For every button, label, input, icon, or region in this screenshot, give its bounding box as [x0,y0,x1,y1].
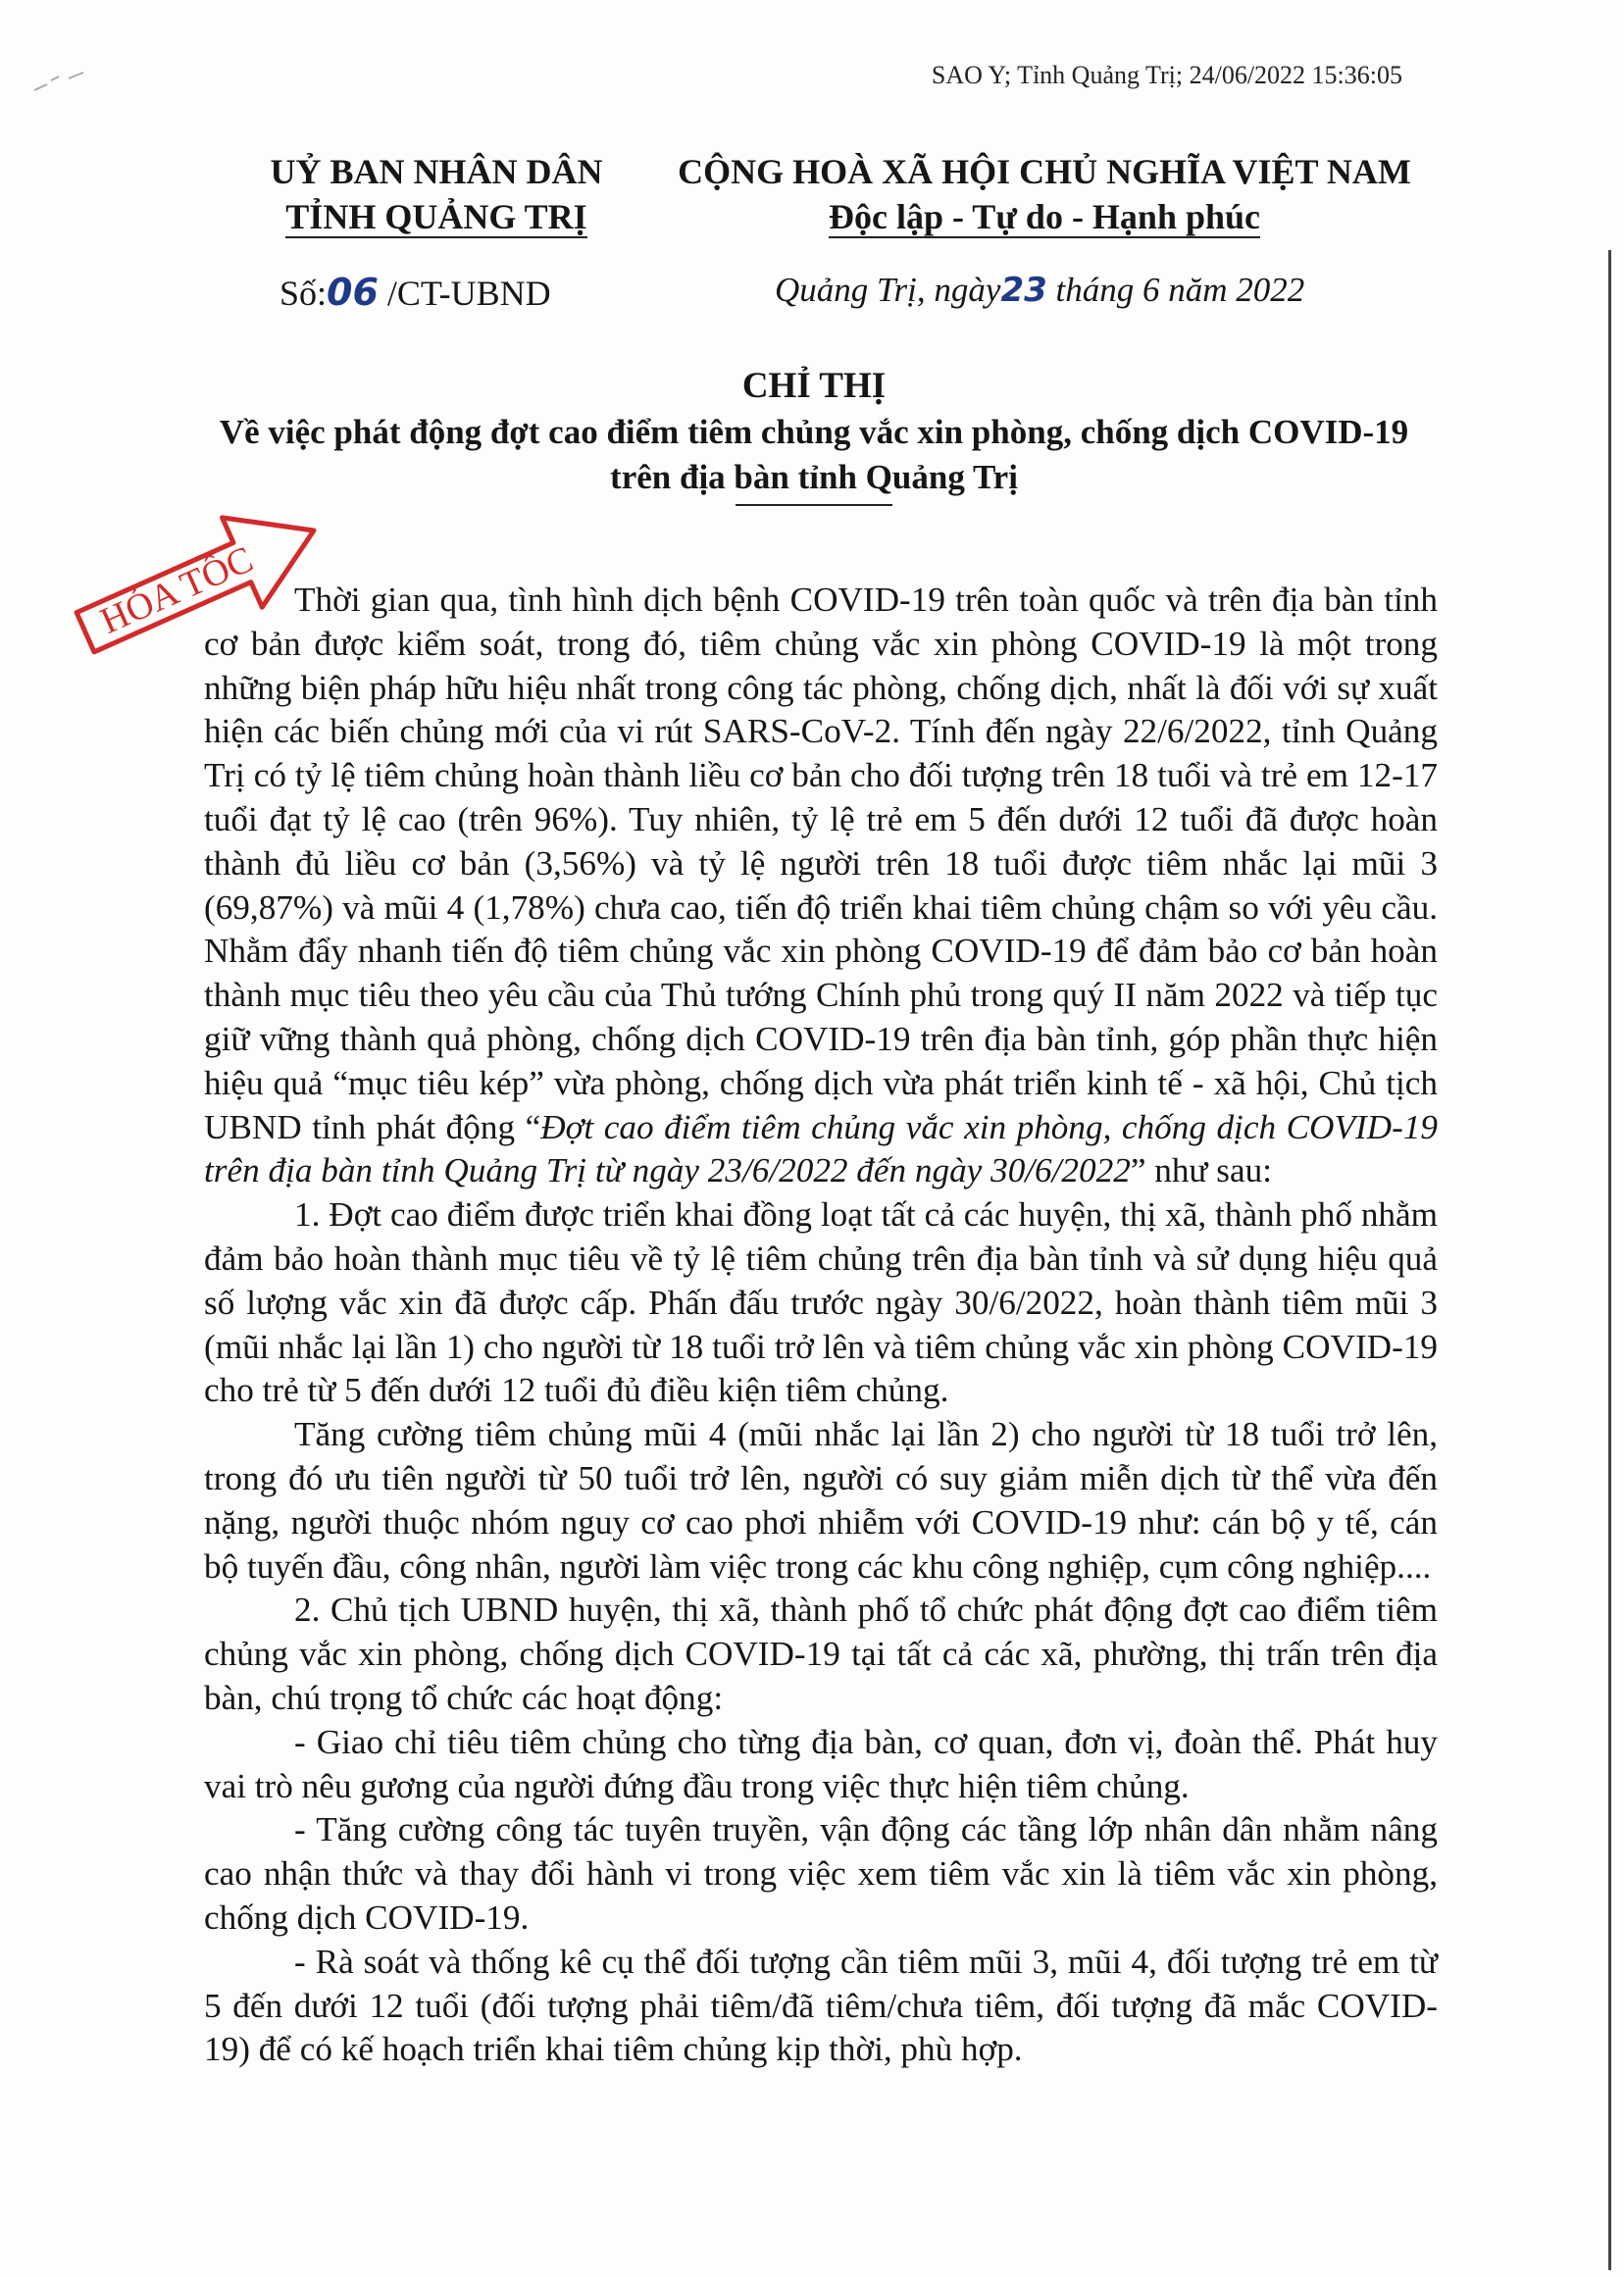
paragraph-intro [204,579,1438,1193]
document-number [279,271,551,314]
bullet-review: - Rà soát và thống kê cụ thể đối tượng cần tiêm mũi 3, mũi 4, đối tượng trẻ em từ 5 đến dưới 12 tuổi (đối tượng phải tiêm/đã tiêm/chưa tiêm, đối tượng đã mắc COVID-19) để có kế hoạch triển khai tiêm chủng kịp thời, phù hợp. [204,1942,1438,2069]
national-title: CỘNG HOÀ XÃ HỘI CHỦ NGHĨA VIỆT NAM [678,152,1411,191]
issue-date-prefix: Quảng Trị, ngày [775,271,1001,309]
document-subject-line-2: trên địa bàn tỉnh Quảng Trị [610,458,1018,496]
issuer-line-2: TỈNH QUẢNG TRỊ [285,197,587,236]
title-divider [736,504,892,506]
paragraph-item-2: 2. Chủ tịch UBND huyện, thị xã, thành phố tổ chức phát động đợt cao điểm tiêm chủng vắc xin phòng, chống dịch COVID-19 tại tất cả các xã, phường, thị trấn trên địa bàn, chú trọng tổ chức các hoạt động: [204,1591,1438,1717]
document-number-prefix: Số: [279,274,328,313]
paragraph-intro-text: Thời gian qua, tình hình dịch bệnh COVID-19 trên toàn quốc và trên địa bàn tỉnh cơ bản được kiểm soát, trong đó, tiêm chủng vắc xin phòng COVID-19 là một trong những biện pháp hữu hiệu nhất trong công tác phòng, chống dịch, nhất là đối với sự xuất hiện các biến chủng mới của vi rút SARS-CoV-2. Tính đến ngày 22/6/2022, tỉnh Quảng Trị có tỷ lệ tiêm chủng hoàn thành liều cơ bản cho đối tượng trên 18 tuổi và trẻ em 12-17 tuổi đạt tỷ lệ cao (trên 96%). Tuy nhiên, tỷ lệ trẻ em 5 đến dưới 12 tuổi đã được hoàn thành đủ liều cơ bản (3,56%) và tỷ lệ người trên 18 tuổi được tiêm nhắc lại mũi 3 (69,87%) và mũi 4 (1,78%) chưa cao, tiến độ triển khai tiêm chủng chậm so với yêu cầu. Nhằm đẩy nhanh tiến độ tiêm chủng vắc xin phòng COVID-19 để đảm bảo cơ bản hoàn thành mục tiêu theo yêu cầu của Thủ tướng Chính phủ trong quý II năm 2022 và tiếp tục giữ vững thành quả phòng, chống dịch COVID-19 trên địa bàn tỉnh, góp phần thực hiện hiệu quả “mục tiêu kép” vừa phòng, chống dịch vừa phát triển kinh tế - xã hội, Chủ tịch UBND tỉnh phát động “ [204,581,1438,1146]
issue-date-suffix: tháng 6 năm 2022 [1046,271,1305,309]
document-number-value: 06 [327,271,379,314]
campaign-name: Đợt cao điểm tiêm chủng vắc xin phòng, chống dịch COVID-19 trên địa bàn tỉnh Quảng Trị từ ngày 23/6/2022 đến ngày 30/6/2022 [204,1107,1438,1190]
paragraph-item-1-cont: Tăng cường tiêm chủng mũi 4 (mũi nhắc lại lần 2) cho người từ 18 tuổi trở lên, trong đó ưu tiên người từ 50 tuổi trở lên, người có suy giảm miễn dịch từ thể vừa đến nặng, người thuộc nhóm nguy cơ cao phơi nhiễm với COVID-19 như: cán bộ y tế, cán bộ tuyến đầu, công nhân, người làm việc trong các khu công nghiệp, cụm công nghiệp.... [204,1415,1438,1586]
scan-speck [29,61,88,100]
scan-speck-graphic [29,61,88,100]
paragraph-item-1: 1. Đợt cao điểm được triển khai đồng loạt tất cả các huyện, thị xã, thành phố nhằm đảm bảo hoàn thành mục tiêu về tỷ lệ tiêm chủng trên địa bàn tỉnh và sử dụng hiệu quả số lượng vắc xin đã được cấp. Phấn đấu trước ngày 30/6/2022, hoàn thành tiêm mũi 3 (mũi nhắc lại lần 1) cho người từ 18 tuổi trở lên và tiêm chủng vắc xin phòng COVID-19 cho trẻ từ 5 đến dưới 12 tuổi đủ điều kiện tiêm chủng. [204,1195,1438,1410]
issue-date-day: 23 [1000,271,1047,310]
document-body [204,579,1438,2072]
document-number-suffix: /CT-UBND [378,274,551,313]
issue-date [775,271,1304,310]
document-subject-line-1: Về việc phát động đợt cao điểm tiêm chủng vắc xin phòng, chống dịch COVID-19 [219,413,1409,451]
issuer-header [221,149,652,239]
national-header [647,149,1442,239]
paragraph-intro-end: ” như sau: [1130,1151,1272,1190]
issuer-line-1: UỶ BAN NHÂN DÂN [270,152,603,191]
national-motto: Độc lập - Tự do - Hạnh phúc [828,197,1261,236]
bullet-targets: - Giao chỉ tiêu tiêm chủng cho từng địa bàn, cơ quan, đơn vị, đoàn thể. Phát huy vai trò nêu gương của người đứng đầu trong việc thực hiện tiêm chủng. [204,1722,1438,1805]
document-type: CHỈ THỊ [741,366,887,406]
document-title [147,363,1481,506]
bullet-communication: - Tăng cường công tác tuyên truyền, vận động các tầng lớp nhân dân nhằm nâng cao nhận thức và thay đổi hành vi trong việc xem tiêm vắc xin là tiêm vắc xin phòng, chống dịch COVID-19. [204,1810,1438,1937]
copy-stamp: SAO Y; Tỉnh Quảng Trị; 24/06/2022 15:36:05 [931,61,1402,89]
urgent-stamp-text: HỎA TỐC [94,538,260,642]
scan-edge-line [1608,250,1611,2270]
